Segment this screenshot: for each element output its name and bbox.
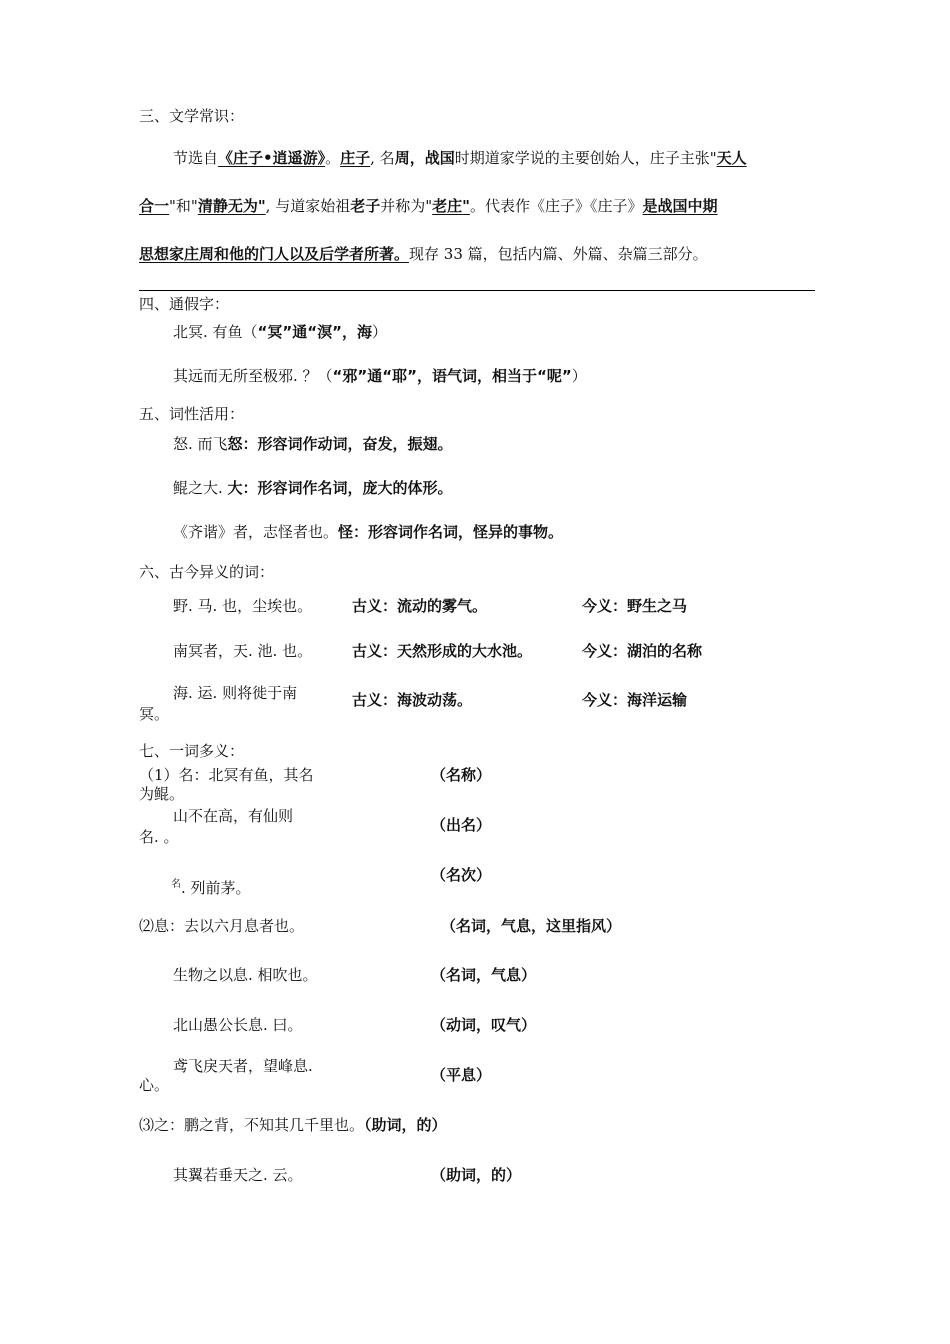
xi-1-sentence: ⑵息：去以六月息者也。 [139,917,305,935]
word-class-item-1 [173,434,453,454]
am-row-2-sentence: 南冥者，天. 池. 也。 [173,642,313,660]
xi-2-note: （名词，气息） [431,966,537,984]
sentence: 北冥. 有鱼（ [173,323,258,341]
ming-2-note: （出名） [431,816,492,834]
emphasis: 思想家庄周和他的门人以及后学者所著。 [139,245,410,263]
ming-1-note: （名称） [431,766,492,784]
ming-3-note: （名次） [431,866,492,884]
ming-2-sentence-cont: 名. 。 [139,828,179,846]
word-class-item-3 [173,522,563,542]
doctrine: 天人 [716,149,747,167]
doctrine: 清静无为 [197,197,258,215]
text: 并称为" [380,197,433,215]
ming-2-sentence: 山不在高，有仙则 [173,807,294,825]
doctrine: 合一 [139,197,170,215]
xi-2-sentence: 生物之以息. 相吹也。 [173,966,318,984]
explanation: “邪”通“耶”，语气词，相当于“呢” [332,367,572,385]
text: ） [371,323,387,341]
xi-3-sentence: 北山愚公长息. 曰。 [173,1016,303,1034]
author-name: 庄子 [340,149,371,167]
source-title: 《庄子•逍遥游》 [218,149,326,167]
am-row-1-sentence: 野. 马. 也，尘埃也。 [173,597,313,615]
paragraph-line-1 [173,148,747,168]
sentence: 其远而无所至极邪. ？（ [173,367,333,385]
ming-3-sentence [171,878,251,901]
loan-item-1 [173,322,387,342]
am-row-3-sentence: 海. 运. 则将徙于南 [173,684,298,702]
text: 节选自 [173,149,219,167]
era: 周，战国 [394,149,455,167]
explanation: 大：形容词作名词，庞大的体形。 [227,479,453,497]
laozhuang: 老庄 [432,197,463,215]
zhi-1-note: （助词，的） [364,1116,447,1134]
text: " [462,197,470,215]
explanation: “冥”通“溟”，海 [257,323,372,341]
am-row-2-modern: 今义：湖泊的名称 [582,642,703,660]
ming-1-sentence: （1）名：北冥有鱼，其名 [139,766,314,784]
xi-4-sentence-cont: 心。 [139,1076,170,1094]
xi-4-note: （平息） [431,1066,492,1084]
section-heading-polysemy: 七、一词多义： [139,742,245,760]
am-row-3-ancient: 古义：海波动荡。 [352,691,473,709]
zhi-2-note: （助词，的） [431,1166,522,1184]
text: . 列前茅。 [181,879,251,897]
text: 。代表作《庄子》《庄子》 [469,197,643,215]
paragraph-line-3 [139,244,708,264]
xi-1-note: （名词，气息，这里指风） [441,917,622,935]
section-heading-ancient-modern: 六、古今异义的词： [139,563,275,581]
section-heading-literary-knowledge: 三、文学常识： [139,107,245,125]
text: 。 [325,149,341,167]
horizontal-rule [139,290,815,291]
loan-item-2 [173,366,587,386]
text: " [257,197,266,215]
sentence: 鲲之大. [173,479,228,497]
am-row-1-modern: 今义：野生之马 [582,597,688,615]
ming-1-sentence-cont: 为鲲。 [139,785,185,803]
am-row-3-modern: 今义：海洋运输 [582,691,688,709]
am-row-1-ancient: 古义：流动的雾气。 [352,597,488,615]
emphasis: 是战国中期 [642,197,718,215]
text: , 名 [370,149,395,167]
am-row-2-ancient: 古义：天然形成的大水池。 [352,642,533,660]
sentence: 《齐谐》者，志怪者也。 [173,523,339,541]
text: ） [571,367,587,385]
section-heading-word-class: 五、词性活用： [139,405,245,423]
text: "和" [169,197,198,215]
zhi-1-sentence [139,1115,447,1135]
laozi: 老子 [350,197,381,215]
xi-3-note: （动词，叹气） [431,1016,537,1034]
text: 现存 33 篇，包括内篇、外篇、杂篇三部分。 [409,245,708,263]
small-char: 名 [171,879,181,890]
text: 时期道家学说的主要创始人，庄子主张" [454,149,717,167]
am-row-3-sentence-cont: 冥。 [139,705,170,723]
sentence: 怒. 而飞 [173,435,228,453]
section-heading-loan-characters: 四、通假字： [139,295,230,313]
text: ⑶之：鹏之背，不知其几千里也。 [139,1116,365,1134]
zhi-2-sentence: 其翼若垂天之. 云。 [173,1166,303,1184]
text: , 与道家始祖 [265,197,351,215]
xi-4-sentence: 鸢飞戾天者，望峰息. [173,1057,313,1075]
explanation: 怪：形容词作名词，怪异的事物。 [338,523,564,541]
paragraph-line-2 [139,196,718,216]
explanation: 怒：形容词作动词，奋发，振翅。 [227,435,453,453]
word-class-item-2 [173,478,453,498]
